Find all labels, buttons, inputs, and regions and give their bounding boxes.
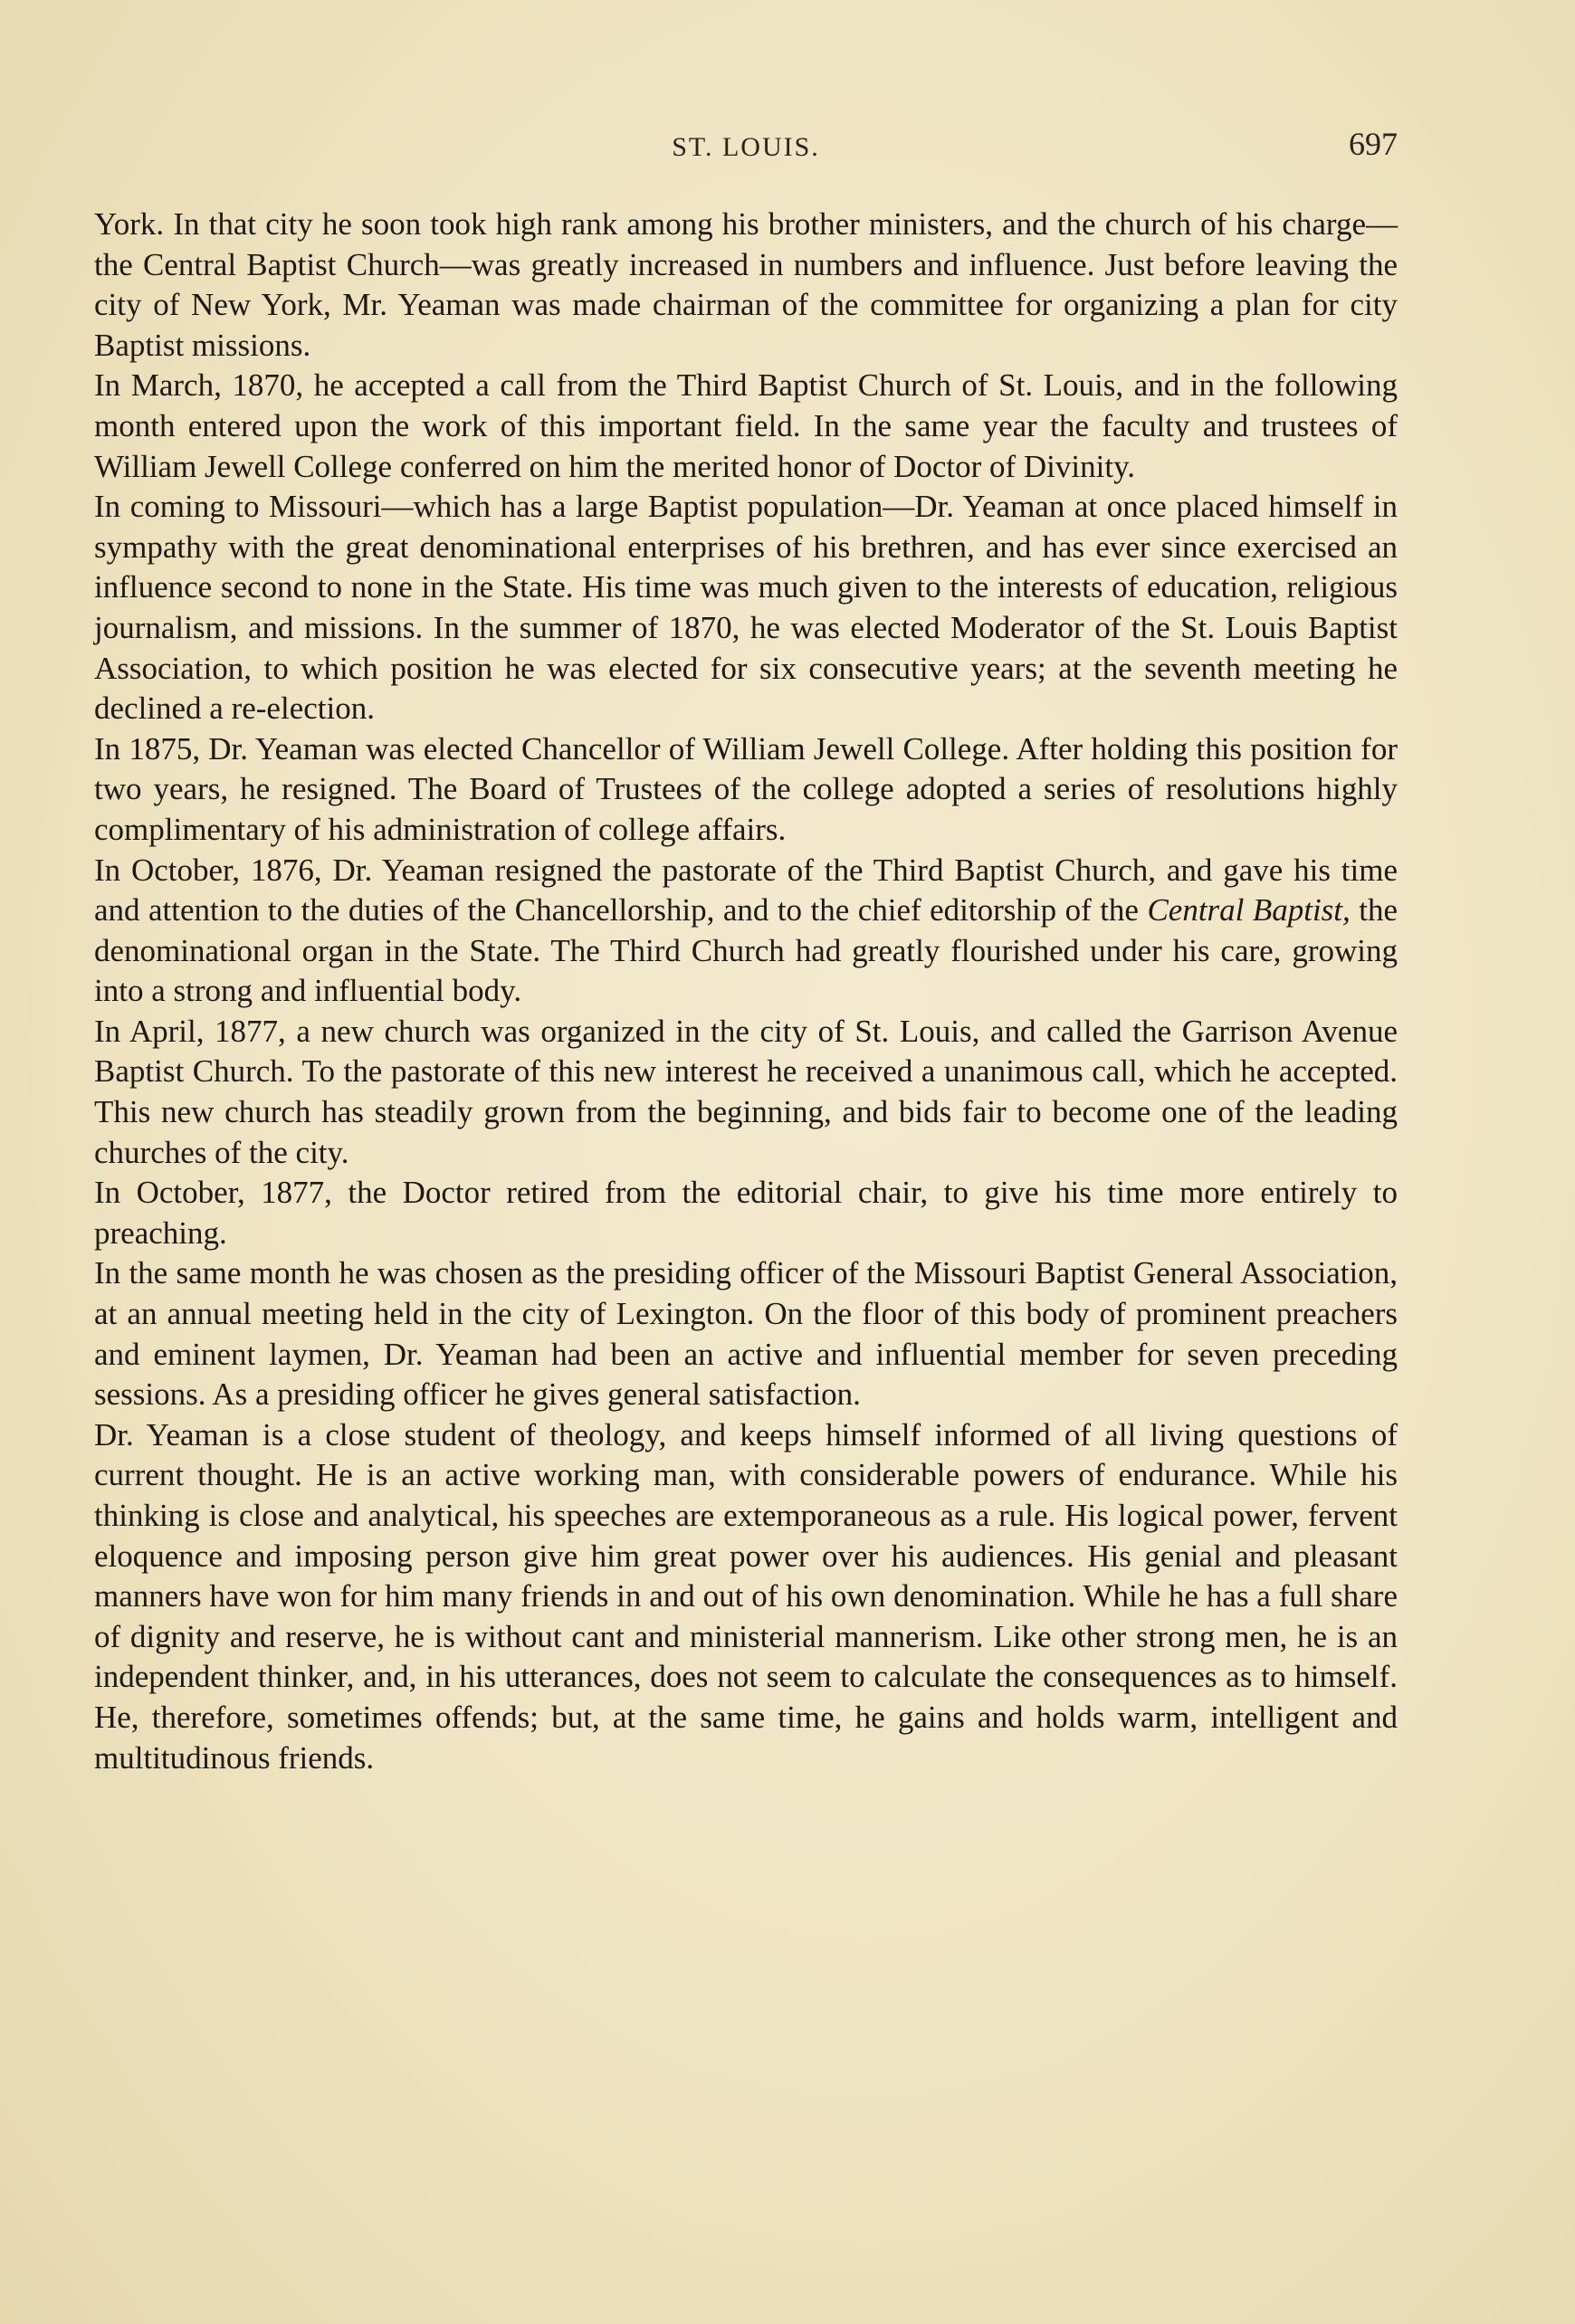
paragraph-6: In April, 1877, a new church was organized in the city of St. Louis, and called the Garrison Avenue Baptist Church. To the pastorate of this new interest he received a unanimous call, which he accepted. This new church has steadily grown from the beginning, and bids fair to become one of the leading churches of the city. — [94, 1013, 1398, 1170]
paragraph-5 — [94, 851, 1398, 1012]
paragraph-4: In 1875, Dr. Yeaman was elected Chancellor of William Jewell College. After holding this position for two years, he resigned. The Board of Trustees of the college adopted a series of resolutions highly complimentary of his administration of college affairs. — [94, 730, 1398, 847]
paragraph-8: In the same month he was chosen as the presiding officer of the Missouri Baptist General Association, at an annual meeting held in the city of Lexington. On the floor of this body of prominent preachers and eminent laymen, Dr. Yeaman had been an active and influential member for seven preceding sessions. As a presiding officer he gives general satisfaction. — [94, 1255, 1398, 1413]
paragraph-2: In March, 1870, he accepted a call from the Third Baptist Church of St. Louis, and in the following month entered upon the work of this important field. In the same year the faculty and trustees of William Jewell College conferred on him the merited honor of Doctor of Divinity. — [94, 367, 1398, 484]
body-text — [94, 205, 1398, 1778]
paragraph-5-part-1: In October, 1876, Dr. Yeaman resigned the pastorate of the Third Baptist Church, and gave his time and attention to the duties of the Chancellorship, and to the chief editorship of the — [94, 852, 1398, 929]
paragraph-5-part-2: the denominational organ in the State. The Third Church had greatly flourished under his care, growing into a strong and influential body. — [94, 892, 1398, 1009]
paragraph-1: York. In that city he soon took high rank among his brother ministers, and the church of his charge—the Central Baptist Church—was greatly increased in numbers and influence. Just before leaving the city of New York, Mr. Yeaman was made chairman of the committee for organizing a plan for city Baptist missions. — [94, 206, 1398, 363]
running-head: ST. LOUIS. — [672, 132, 820, 162]
paragraph-9: Dr. Yeaman is a close student of theology, and keeps himself informed of all living questions of current thought. He is an active working man, with considerable powers of endurance. While his thinking is close and analytical, his speeches are extemporaneous as a rule. His logical power, fervent eloquence and imposing person give him great power over his audiences. His genial and pleasant manners have won for him many friends in and out of his own denomination. While he has a full share of dignity and reserve, he is without cant and ministerial mannerism. Like other strong men, he is an independent thinker, and, in his utterances, does not seem to calculate the consequences as to himself. He, therefore, sometimes offends; but, at the same time, he gains and holds warm, intelligent and multitudinous friends. — [94, 1416, 1398, 1776]
paragraph-3: In coming to Missouri—which has a large Baptist population—Dr. Yeaman at once placed himself in sympathy with the great denominational enterprises of his brethren, and has ever since exercised an influence second to none in the State. His time was much given to the interests of education, religious journalism, and missions. In the summer of 1870, he was elected Moderator of the St. Louis Baptist Association, to which position he was elected for six consecutive years; at the seventh meeting he declined a re-election. — [94, 489, 1398, 727]
newspaper-title: Central Baptist, — [1147, 892, 1351, 929]
paragraph-7: In October, 1877, the Doctor retired from the editorial chair, to give his time more entirely to preaching. — [94, 1175, 1398, 1251]
page-header — [94, 125, 1398, 170]
page-number: 697 — [1349, 126, 1398, 162]
